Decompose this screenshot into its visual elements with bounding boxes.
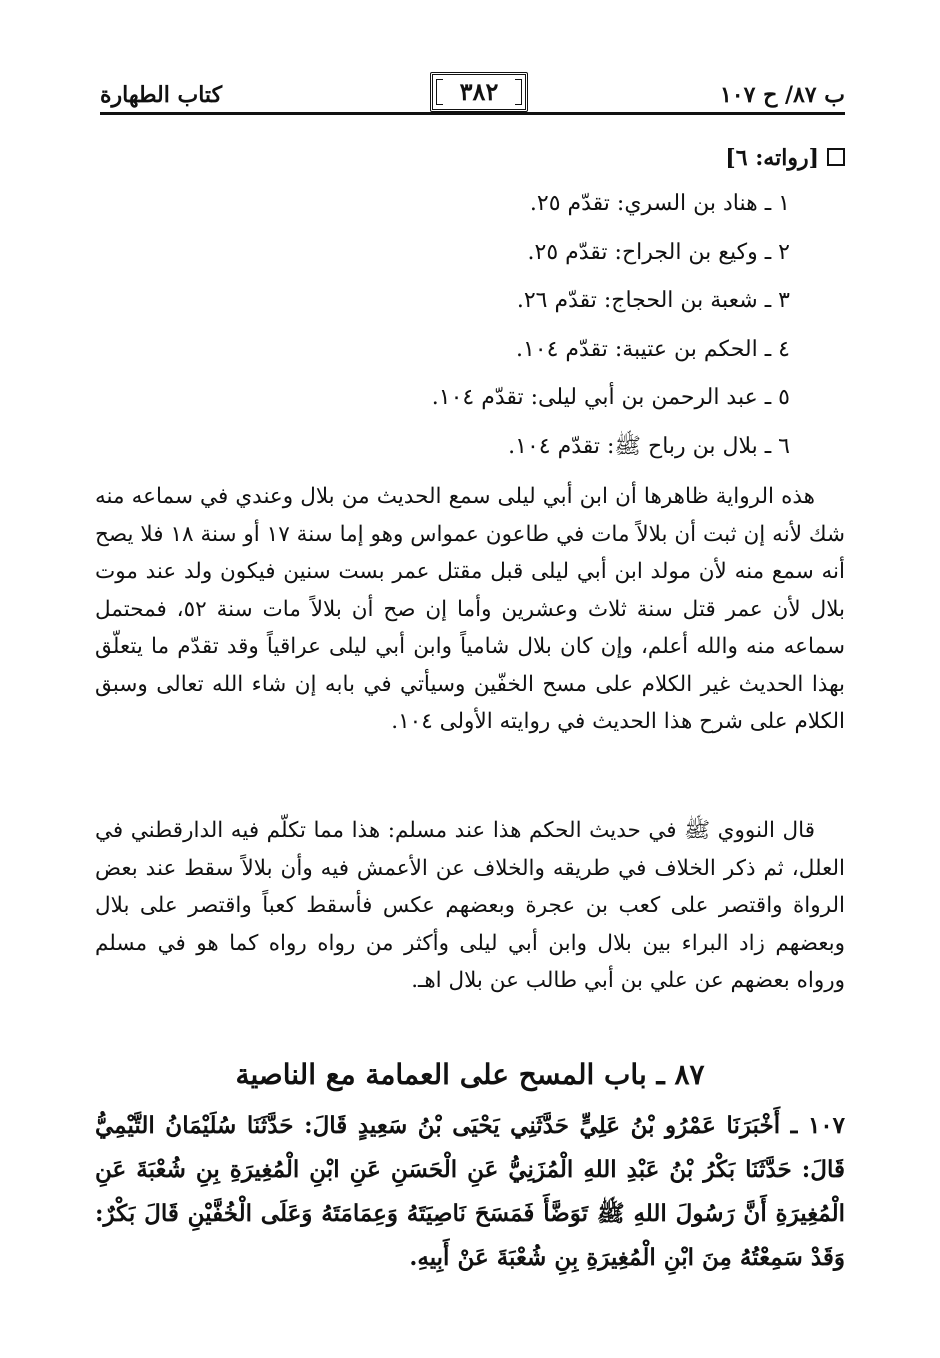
commentary-text: هذه الرواية ظاهرها أن ابن أبي ليلى سمع الحديث من بلال وعندي في سماعه منه شك لأنه إن ثبت أن بلالاً مات في طاعون عمواس وهو إما سنة ١٧ أو سنة ١٨ فلا يصح أنه سمع منه لأن مولد ابن أبي ليلى قبل مقتل عمر بست سنين فيكون ولد عند موت بلال لأن عمر قتل سنة ثلاث وعشرين وأما إن صح أن بلالاً مات سنة ٥٢، فمحتمل سماعه منه والله أعلم، وإن كان بلال شامياً وابن أبي ليلى عراقياً وقد تقدّم ما يتعلّق بهذا الحديث غير الكلام على مسح الخفّين وسيأتي في بابه إن شاء الله تعالى وسبق الكلام على شرح هذا الحديث في روايته الأولى ١٠٤. (95, 484, 846, 734)
book-title: كتاب الطهارة (100, 82, 223, 108)
narrators-heading (100, 145, 845, 171)
narrator-item: ١ ـ هناد بن السري: تقدّم ٢٥. (529, 191, 790, 216)
page-number: ٣٨٢ (430, 72, 528, 112)
square-bullet-icon (827, 148, 845, 166)
chapter-reference: ب ٨٧/ ح ١٠٧ (719, 82, 845, 108)
narrator-item: ٥ ـ عبد الرحمن بن أبي ليلى: تقدّم ١٠٤. (431, 385, 790, 410)
chapter-title: ٨٧ ـ باب المسح على العمامة مع الناصية (235, 1058, 705, 1091)
page-header (100, 72, 845, 114)
header-rule (100, 112, 845, 115)
narrators-list (230, 188, 790, 479)
narrator-item: ٣ ـ شعبة بن الحجاج: تقدّم ٢٦. (516, 288, 790, 313)
narrators-heading-label: [رواته: ٦] (725, 145, 819, 171)
narrator-item: ٦ ـ بلال بن رباح ﷺ: تقدّم ١٠٤. (508, 433, 790, 459)
commentary-paragraph (95, 478, 845, 741)
narrator-item: ٢ ـ وكيع بن الجراح: تقدّم ٢٥. (527, 239, 790, 265)
narrator-item: ٤ ـ الحكم بن عتيبة: تقدّم ١٠٤. (515, 336, 790, 362)
hadith-text: ١٠٧ ـ أَخْبَرَنَا عَمْرُو بْنُ عَلِيٍّ حَدَّثَنِي يَحْيَى بْنُ سَعِيدٍ قَالَ: حَدَّثَنَا سُلَيْمَانُ التَّيْمِيُّ قَالَ: حَدَّثَنَا بَكْرُ بْنُ عَبْدِ اللهِ الْمُزَنِيُّ عَنِ الْحَسَنِ عَنِ ابْنِ الْمُغِيرَةِ بِنِ شُعْبَةَ عَنِ الْمُغِيرَةِ أَنَّ رَسُولَ اللهِ ﷺ تَوَضَّأَ فَمَسَحَ نَاصِيَتَهُ وَعِمَامَتَهُ وَعَلَى الْخُفَّيْنِ قَالَ بَكْرٌ: وَقَدْ سَمِعْتُهُ مِنَ ابْنِ الْمُغِيرَةِ بِنِ شُعْبَةَ عَنْ أَبِيهِ. (95, 1112, 845, 1271)
commentary-paragraph (95, 812, 845, 1000)
commentary-text: قال النووي ﷺ في حديث الحكم هذا عند مسلم: هذا مما تكلّم فيه الدارقطني في العلل، ثم ذكر الخلاف في طريقه والخلاف عن الأعمش فيه وأن بلالاً سقط عند بعض الرواة واقتصر على كعب بن عجرة وبعضهم عكس فأسقط كعباً واقتصر على بلال وبعضهم زاد البراء بين بلال وابن أبي ليلى وأكثر من رواه رواه كما هو في مسلم ورواه بعضهم عن علي بن أبي طالب عن بلال اهـ. (95, 818, 845, 993)
